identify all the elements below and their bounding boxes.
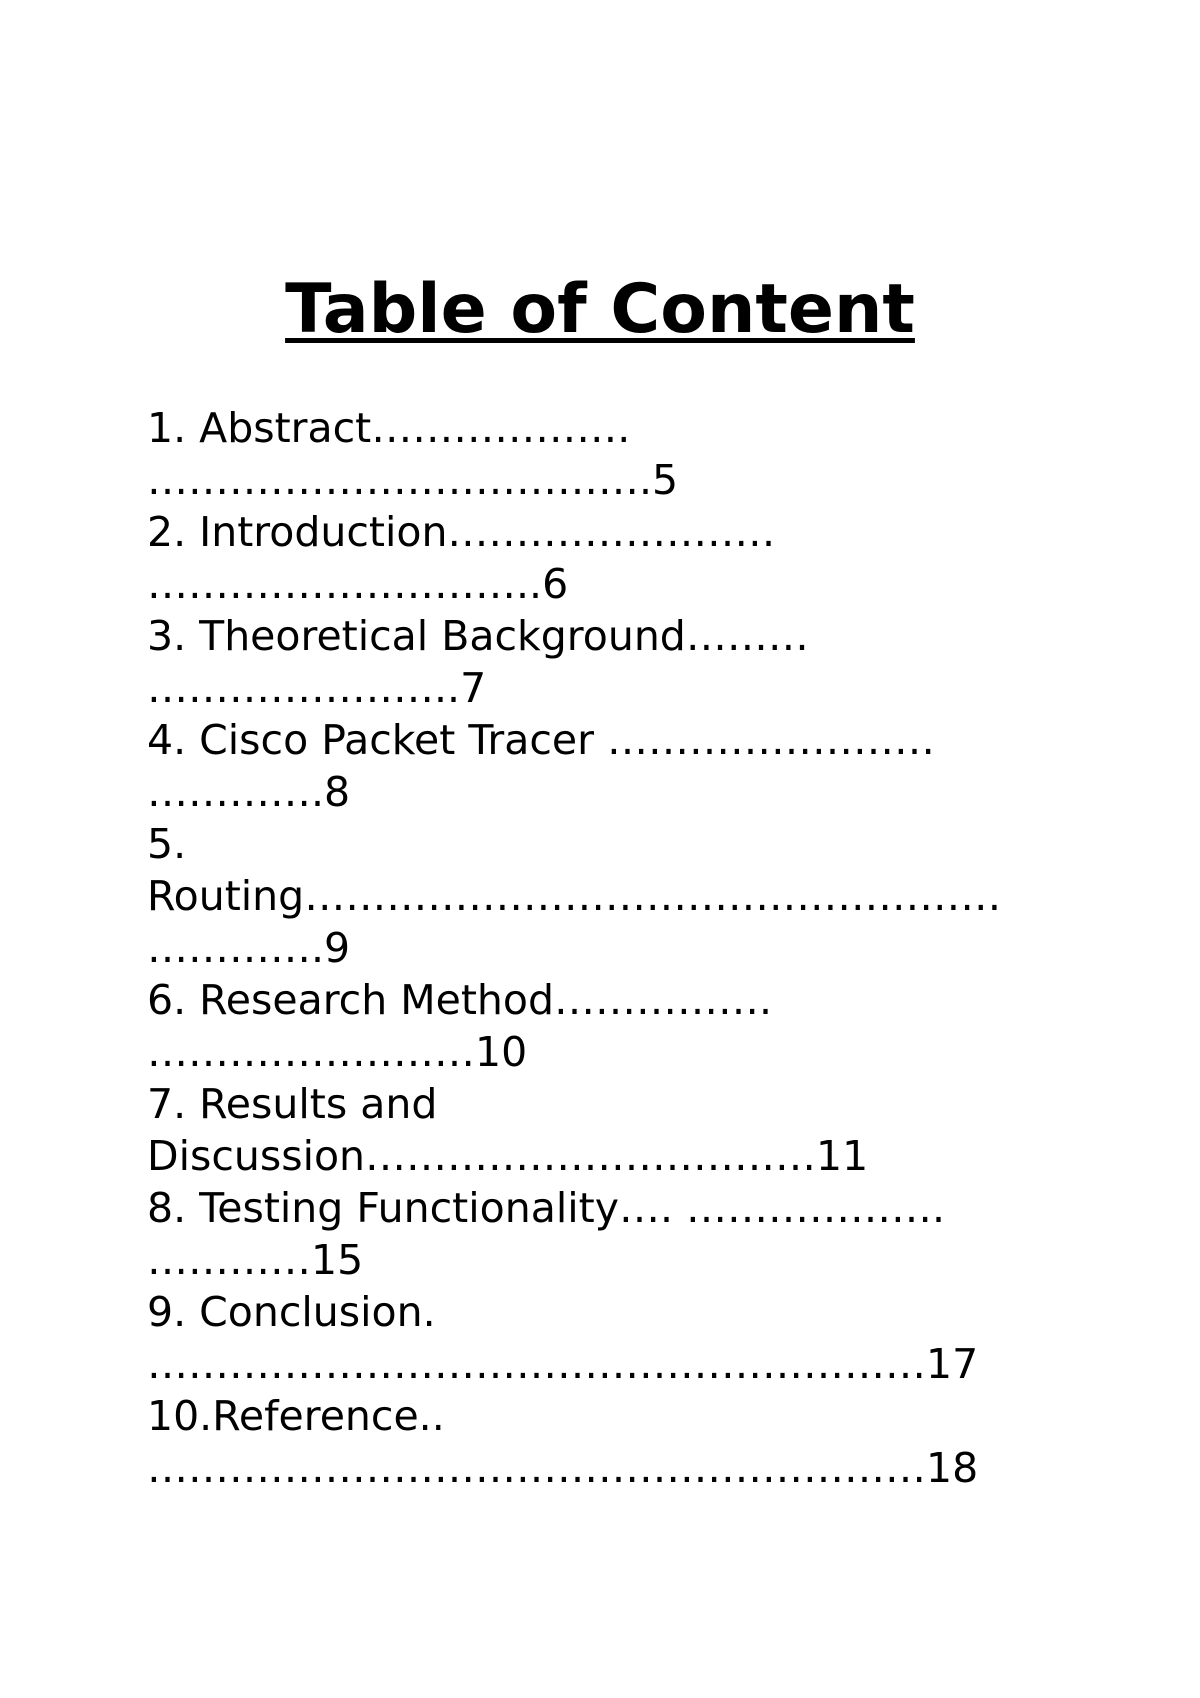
toc-line: ……………………………….5 — [147, 456, 679, 504]
toc-line: …………………………………………………17 — [147, 1340, 979, 1388]
toc-entry-conclusion — [147, 1286, 1067, 1390]
toc-entry-research-method — [147, 974, 1067, 1078]
toc-line: …………15 — [147, 1236, 364, 1284]
toc-entry-routing — [147, 818, 1067, 974]
toc-line: 2. Introduction…………………… — [147, 508, 776, 556]
toc-entry-cisco-packet-tracer — [147, 714, 1067, 818]
toc-entry-theoretical-background — [147, 610, 1067, 714]
toc-line: …………………………………………………18 — [147, 1444, 979, 1492]
toc-line: 9. Conclusion. — [147, 1288, 436, 1336]
toc-line: 8. Testing Functionality…. ………………. — [147, 1184, 946, 1232]
toc-line: 1. Abstract………………. — [147, 404, 631, 452]
toc-line: ………….9 — [147, 924, 351, 972]
toc-line: ………….8 — [147, 768, 351, 816]
toc-line: Discussion……………………………11 — [147, 1132, 869, 1180]
toc-line: 4. Cisco Packet Tracer …………………… — [147, 716, 936, 764]
toc-entry-introduction — [147, 506, 1067, 610]
toc-line: 5. — [147, 820, 187, 868]
toc-line: ………………………..6 — [147, 560, 569, 608]
toc-entry-results-and-discussion — [147, 1078, 1067, 1182]
toc-entry-abstract — [147, 402, 1067, 506]
page-title: Table of Content — [285, 270, 915, 349]
toc-entry-reference — [147, 1390, 1067, 1494]
toc-line: 6. Research Method……………. — [147, 976, 773, 1024]
toc-line: 7. Results and — [147, 1080, 438, 1128]
table-of-contents — [147, 402, 1067, 1494]
toc-entry-testing-functionality — [147, 1182, 1067, 1286]
toc-line: Routing…………………………………………… — [147, 872, 1002, 920]
toc-line: ……………………10 — [147, 1028, 528, 1076]
toc-line: 3. Theoretical Background……… — [147, 612, 809, 660]
toc-line: 10.Reference.. — [147, 1392, 445, 1440]
toc-line: …………………..7 — [147, 664, 487, 712]
